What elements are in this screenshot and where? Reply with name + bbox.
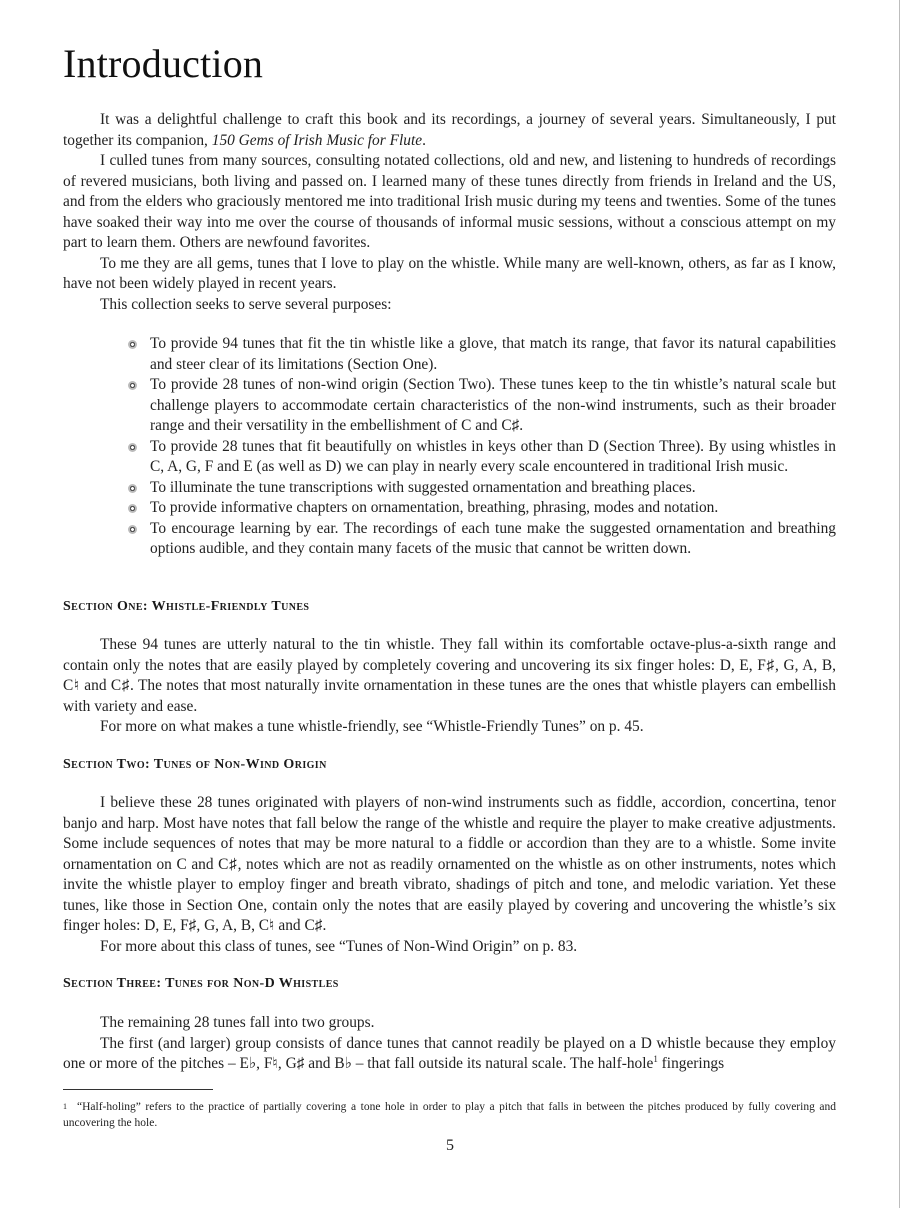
section-three-body (63, 1013, 836, 1075)
bullet-icon (128, 443, 137, 452)
list-item: To provide 28 tunes that fit beautifully on whistles in keys other than D (Section Three). By using whistles in C, A, G, F and E (as well as D) we can play in nearly every scale encountered in traditional Irish music. (63, 437, 836, 478)
page-title: Introduction (63, 41, 264, 86)
section-three-paragraph-2: The first (and larger) group consists of dance tunes that cannot readily be played on a D whistle because they employ one or more of the pitches – E♭, F♮, G♯ and B♭ – that fall outside its natural scale. The half-hole$^1$ fingerings (63, 1034, 836, 1072)
section-two-paragraph-2: For more about this class of tunes, see “Tunes of Non-Wind Origin” on p. 83. (100, 937, 578, 955)
intro-paragraph-3: To me they are all gems, tunes that I love to play on the whistle. While many are well-known, others, as far as I know, have not been widely played in recent years. (63, 254, 836, 292)
companion-book-title: 150 Gems of Irish Music for Flute (211, 131, 423, 149)
footnote-marker: 1 (63, 1102, 67, 1111)
section-two-heading: Section Two: Tunes of Non-Wind Origin (63, 757, 327, 772)
list-item: To provide 28 tunes of non-wind origin (Section Two). These tunes keep to the tin whistle’s natural scale but challenge players to accommodate certain characteristics of the non-wind instruments, such as their broader range and their versatility in the embellishment of C and C♯. (63, 375, 836, 437)
bullet-icon (128, 381, 137, 390)
list-item: To illuminate the tune transcriptions with suggested ornamentation and breathing places. (63, 478, 836, 499)
purposes-list-block (63, 334, 836, 560)
footnote-text: “Half-holing” refers to the practice of partially covering a tone hole in order to play a pitch that falls in between the pitches produced by fully covering and uncovering the hole. (63, 1101, 836, 1129)
intro-paragraph-2: I culled tunes from many sources, consulting notated collections, old and new, and listening to hundreds of recordings of revered musicians, both living and passed on. I learned many of these tunes directly from friends in Ireland and the US, and from the elders who graciously mentored me into traditional Irish music during my teens and twenties. Some of the tunes have soaked their way into me over the course of thousands of informal music sessions, without a conscious attempt on my part to learn them. Others are newfound favorites. (63, 152, 836, 251)
section-one-body (63, 635, 836, 738)
footnote-divider (63, 1089, 213, 1090)
intro-paragraph-1: It was a delightful challenge to craft this book and its recordings, a journey of several years. Simultaneously, I put together its companion, 150 Gems of Irish Music for Flute. (63, 111, 836, 149)
list-item: To provide 94 tunes that fit the tin whistle like a glove, that match its range, that favor its natural capabilities and steer clear of its limitations (Section One). (63, 334, 836, 375)
footnote-reference: 1 (653, 1053, 658, 1064)
intro-paragraph-4: This collection seeks to serve several purposes: (100, 295, 392, 313)
list-item: To provide informative chapters on ornamentation, breathing, phrasing, modes and notation. (63, 498, 836, 519)
footnote (63, 1099, 836, 1131)
list-item: To encourage learning by ear. The recordings of each tune make the suggested ornamentation and breathing options audible, and they contain many facets of the music that cannot be written down. (63, 519, 836, 560)
page-number: 5 (446, 1137, 454, 1154)
section-two-body (63, 793, 836, 957)
bullet-icon (128, 525, 137, 534)
bullet-icon (128, 340, 137, 349)
section-one-paragraph-2: For more on what makes a tune whistle-friendly, see “Whistle-Friendly Tunes” on p. 45. (100, 718, 644, 735)
intro-block (63, 110, 836, 315)
bullet-icon (128, 484, 137, 493)
section-two-paragraph-1: I believe these 28 tunes originated with players of non-wind instruments such as fiddle, accordion, concertina, tenor banjo and harp. Most have notes that fall below the range of the whistle and require the player to make creative adjustments. Some include sequences of notes that may be more natural to a fiddle or accordion than they are to a whistle. Some invite ornamentation on C and C♯, notes which are not as readily ornamented on the whistle as on other instruments, notes which invite the whistle player to employ finger and breath vibrato, shadings of pitch and tone, and melodic variation. Yet these tunes, like those in Section One, contain only the notes that are easily played by covering and uncovering the whistle’s six finger holes: D, E, F♯, G, A, B, C♮ and C♯. (63, 794, 836, 934)
section-one-heading: Section One: Whistle-Friendly Tunes (63, 599, 310, 614)
section-one-paragraph-1: These 94 tunes are utterly natural to the tin whistle. They fall within its comfortable octave-plus-a-sixth range and contain only the notes that are easily played by completely covering and uncovering its six finger holes: D, E, F♯, G, A, B, C♮ and C♯. The notes that most naturally invite ornamentation in these tunes are the ones that whistle players can embellish with variety and ease. (63, 636, 836, 715)
section-three-paragraph-1: The remaining 28 tunes fall into two groups. (100, 1014, 375, 1031)
purposes-list (63, 334, 836, 560)
bullet-icon (128, 504, 137, 513)
section-three-heading: Section Three: Tunes for Non-D Whistles (63, 976, 339, 991)
